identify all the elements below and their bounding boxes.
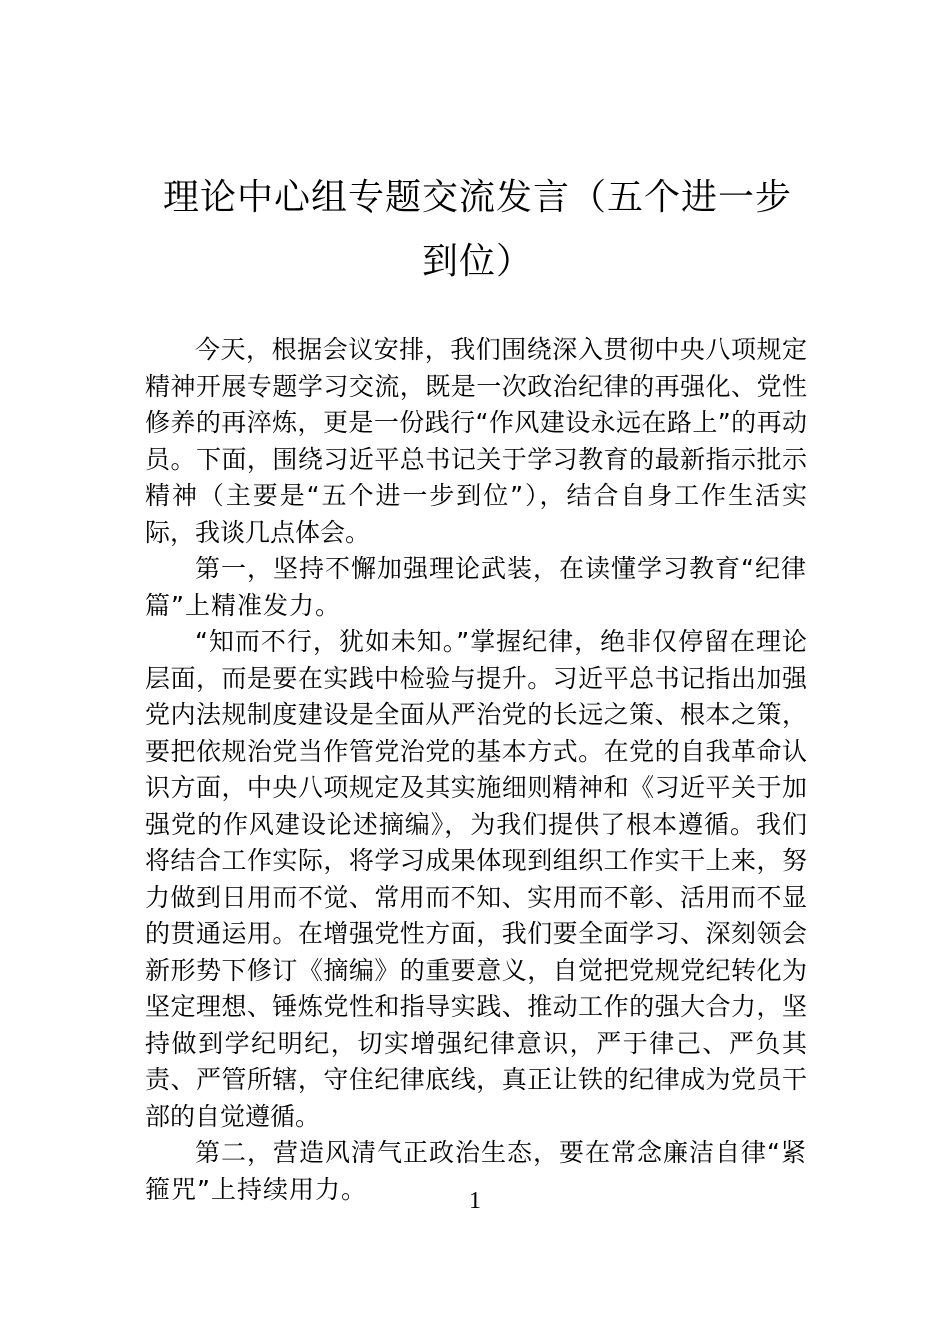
section-heading-one: 第一，坚持不懈加强理论武装，在读懂学习教育“纪律篇”上精准发力。: [145, 554, 807, 620]
document-body: [145, 332, 807, 1208]
section-heading-two: 第二，营造风清气正政治生态，要在常念廉洁自律“紧箍咒”上持续用力。: [145, 1138, 807, 1204]
document-title: 理论中心组专题交流发言（五个进一步到位）: [162, 177, 792, 282]
page-number: 1: [469, 1188, 481, 1214]
section-one-paragraph: “知而不行，犹如未知。”掌握纪律，绝非仅停留在理论层面，而是要在实践中检验与提升。习近平总书记指出加强党内法规制度建设是全面从严治党的长远之策、根本之策，要把依规治党当作管党治党的基本方式。在党的自我革命认识方面，中央八项规定及其实施细则精神和《习近平关于加强党的作风建设论述摘编》，为我们提供了根本遵循。我们将结合工作实际，将学习成果体现到组织工作实干上来，努力做到日用而不觉、常用而不知、实用而不彰、活用而不显的贯通运用。在增强党性方面，我们要全面学习、深刻领会新形势下修订《摘编》的重要意义，自觉把党规党纪转化为坚定理想、锤炼党性和指导实践、推动工作的强大合力，坚持做到学纪明纪，切实增强纪律意识，严于律己、严负其责、严管所辖，守住纪律底线，真正让铁的纪律成为党员干部的自觉遵循。: [145, 627, 807, 1131]
intro-paragraph: 今天，根据会议安排，我们围绕深入贯彻中央八项规定精神开展专题学习交流，既是一次政治纪律的再强化、党性修养的再淬炼，更是一份践行“作风建设永远在路上”的再动员。下面，围绕习近平总书记关于学习教育的最新指示批示精神（主要是“五个进一步到位”），结合自身工作生活实际，我谈几点体会。: [145, 335, 807, 547]
